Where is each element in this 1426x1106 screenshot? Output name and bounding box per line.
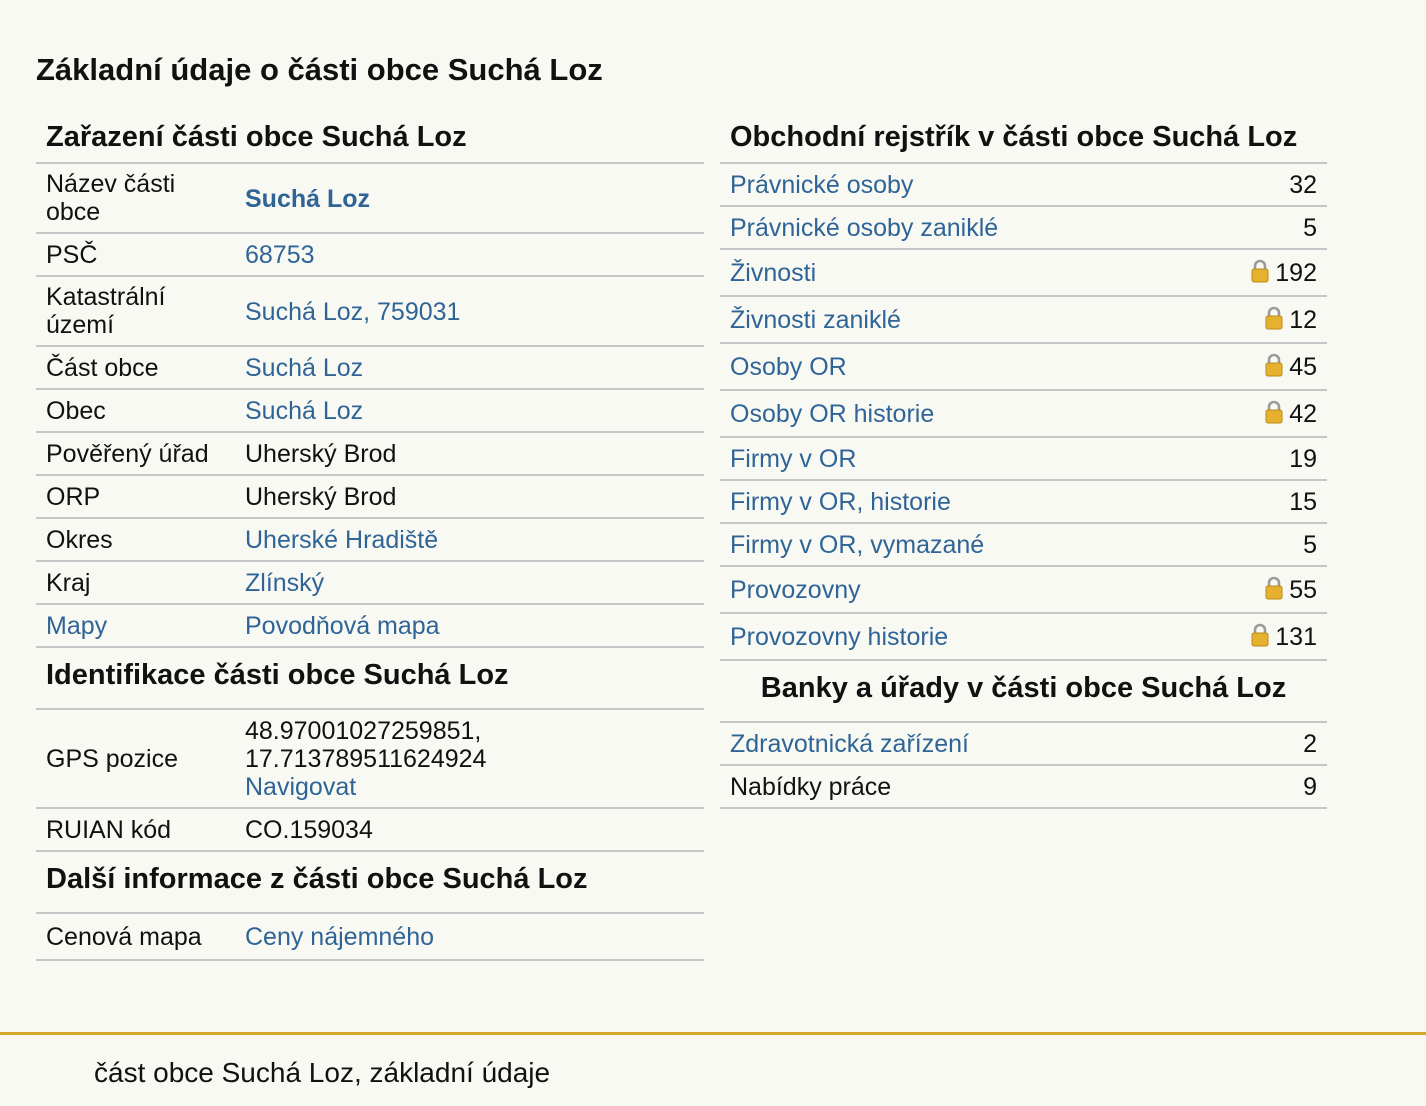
table-row [36,710,704,808]
table-row [720,296,1327,343]
padlock-icon [1265,353,1283,377]
count-value: 5 [1303,214,1317,242]
table-row [36,233,704,276]
table-row [36,561,704,604]
table-row [36,808,704,851]
obchodni-link[interactable]: Osoby OR historie [730,400,935,428]
row-label [36,604,235,647]
row-label [720,437,1188,480]
row-label: Cenová mapa [36,914,235,960]
okres-link[interactable]: Uherské Hradiště [245,526,439,554]
row-label [720,480,1188,523]
padlock-icon [1251,623,1269,647]
section-title-obchodni: Obchodní rejstřík v části obce Suchá Loz [720,110,1327,164]
row-label: ORP [36,475,235,518]
table-row [720,723,1327,765]
obchodni-link[interactable]: Provozovny [730,576,861,604]
row-value [1188,249,1327,296]
table-row [36,276,704,346]
obchodni-link[interactable]: Živnosti [730,259,817,287]
row-value [235,914,704,960]
table-row [720,343,1327,390]
obchodni-link[interactable]: Živnosti zaniklé [730,306,901,334]
row-label: Okres [36,518,235,561]
count-value: 19 [1289,445,1317,473]
footer [0,1032,1426,1106]
table-row [36,389,704,432]
mapy-link[interactable]: Mapy [46,612,108,640]
row-value [235,346,704,389]
table-row [720,566,1327,613]
table-row [36,914,704,960]
count-value: 15 [1289,488,1317,516]
row-label [720,164,1188,206]
footer-text: část obce Suchá Loz, základní údaje [94,1057,551,1088]
page-title: Základní údaje o části obce Suchá Loz [36,52,603,87]
row-label: GPS pozice [36,710,235,808]
table-row [36,518,704,561]
obchodni-link[interactable]: Právnické osoby zaniklé [730,214,999,242]
row-label [720,296,1188,343]
table-row [720,523,1327,566]
row-value [1188,480,1327,523]
row-label: Katastrální území [36,276,235,346]
left-column [36,110,704,961]
obchodni-link[interactable]: Právnické osoby [730,171,914,199]
row-value [235,518,704,561]
table-row [720,613,1327,660]
obchodni-table [720,164,1327,661]
zdravotnicka-link[interactable]: Zdravotnická zařízení [730,730,969,758]
row-label [720,566,1188,613]
count-value: 192 [1275,259,1317,287]
table-row [720,206,1327,249]
row-label: Kraj [36,561,235,604]
zarazeni-table [36,164,704,648]
table-row [720,390,1327,437]
padlock-icon [1251,259,1269,283]
table-row [36,432,704,475]
row-label: PSČ [36,233,235,276]
section-title-dalsi: Další informace z části obce Suchá Loz [36,852,704,914]
povodnova-mapa-link[interactable]: Povodňová mapa [245,612,440,640]
row-value [235,561,704,604]
table-row [720,249,1327,296]
row-label [720,723,1257,765]
obchodni-link[interactable]: Firmy v OR [730,445,857,473]
banky-table [720,723,1327,809]
row-value [1188,164,1327,206]
row-label [720,206,1188,249]
right-column [720,110,1327,809]
nazev-link[interactable]: Suchá Loz [245,184,371,213]
row-value [235,233,704,276]
row-label [720,249,1188,296]
row-label: Obec [36,389,235,432]
ceny-najemneho-link[interactable]: Ceny nájemného [245,923,435,951]
row-value [1188,437,1327,480]
row-value [235,389,704,432]
padlock-icon [1265,400,1283,424]
row-value [1188,523,1327,566]
section-title-identifikace: Identifikace části obce Suchá Loz [36,648,704,710]
obchodni-link[interactable]: Firmy v OR, vymazané [730,531,985,559]
row-value [1188,613,1327,660]
row-value [235,164,704,233]
row-value [1188,566,1327,613]
row-value: CO.159034 [235,808,704,851]
obec-link[interactable]: Suchá Loz [245,397,364,425]
row-value [1188,296,1327,343]
padlock-icon [1265,576,1283,600]
table-row [36,475,704,518]
row-label [720,613,1188,660]
table-row [720,437,1327,480]
obchodni-link[interactable]: Provozovny historie [730,623,949,651]
count-value: 45 [1289,353,1317,381]
count-value: 32 [1289,171,1317,199]
table-row [36,164,704,233]
row-label [720,390,1188,437]
padlock-icon [1265,306,1283,330]
count-value: 131 [1275,623,1317,651]
row-label: RUIAN kód [36,808,235,851]
row-value: Uherský Brod [235,432,704,475]
table-row [720,164,1327,206]
count-value: 12 [1289,306,1317,334]
row-value [1188,206,1327,249]
gps-lat: 48.97001027259851, [245,717,482,745]
row-label: Nabídky práce [720,765,1257,808]
row-value [235,276,704,346]
row-value [235,604,704,647]
obchodni-link[interactable]: Osoby OR [730,353,847,381]
row-value [1188,343,1327,390]
row-label [720,523,1188,566]
count-value: 5 [1303,531,1317,559]
table-row [720,480,1327,523]
row-value: Uherský Brod [235,475,704,518]
row-label: Název části obce [36,164,235,233]
row-value: 9 [1257,765,1327,808]
katastr-link[interactable]: Suchá Loz, 759031 [245,297,461,326]
obchodni-link[interactable]: Firmy v OR, historie [730,488,951,516]
table-row [720,765,1327,808]
row-label: Část obce [36,346,235,389]
psc-link[interactable]: 68753 [245,241,315,269]
row-value: 2 [1257,723,1327,765]
gps-lon: 17.713789511624924 [245,745,487,773]
section-title-banky: Banky a úřady v části obce Suchá Loz [720,661,1327,723]
dalsi-table [36,914,704,961]
cast-obce-link[interactable]: Suchá Loz [245,354,364,382]
count-value: 42 [1289,400,1317,428]
row-label [720,343,1188,390]
navigate-link[interactable]: Navigovat [245,773,357,801]
row-value [235,710,704,808]
row-label: Pověřený úřad [36,432,235,475]
table-row [36,346,704,389]
count-value: 55 [1289,576,1317,604]
table-row [36,604,704,647]
kraj-link[interactable]: Zlínský [245,569,325,597]
section-title-zarazeni: Zařazení části obce Suchá Loz [36,110,704,164]
identifikace-table [36,710,704,852]
row-value [1188,390,1327,437]
